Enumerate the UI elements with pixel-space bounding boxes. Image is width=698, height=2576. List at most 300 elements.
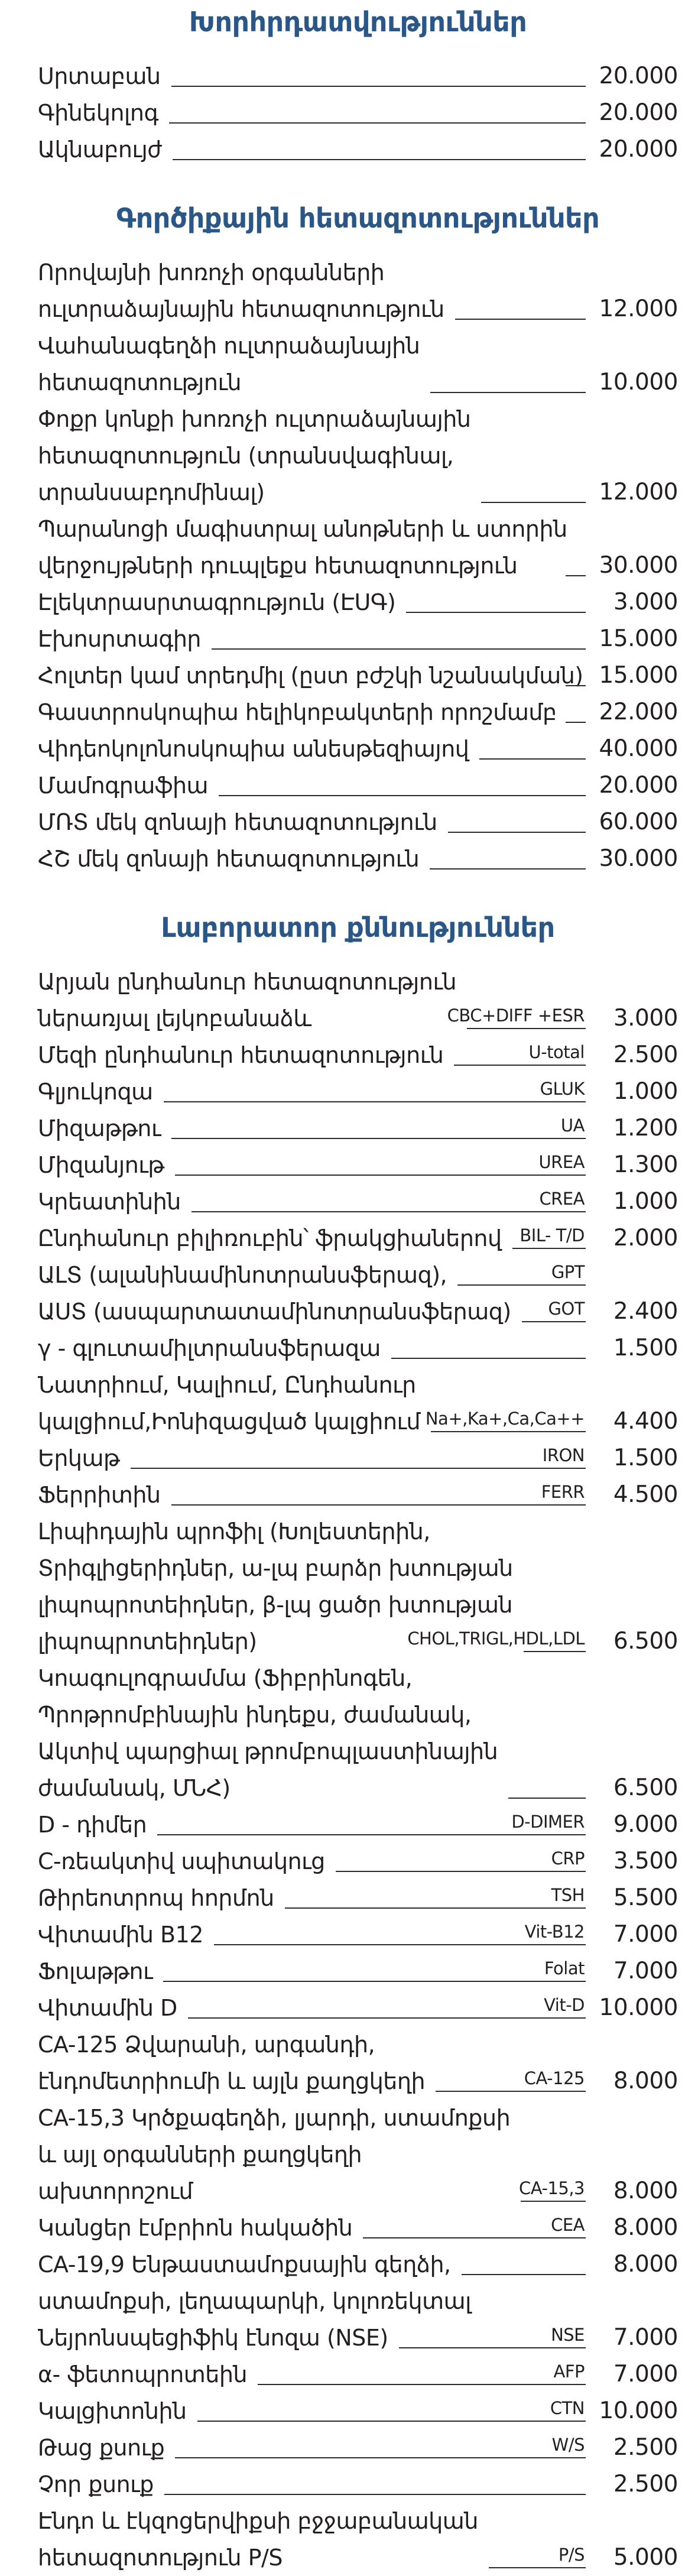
price-value: 7.000 [613, 2324, 678, 2351]
price-value: 3.000 [613, 1005, 678, 1031]
test-code-label: CEA [551, 2215, 585, 2235]
item-label [38, 584, 395, 621]
price-value: 22.000 [599, 699, 678, 725]
price-row [38, 1843, 678, 1880]
leader-line [169, 116, 586, 124]
price-value: 3.000 [613, 589, 678, 615]
item-label-line: α- ֆետոպրոտեին [38, 2361, 248, 2387]
price-row [38, 2429, 678, 2466]
test-code-label: CA-125 [524, 2068, 585, 2088]
test-code-label: CHOL,TRIGL,HDL,LDL [407, 1628, 585, 1649]
leader-line [566, 716, 586, 723]
item-label-line: Երկաթ [38, 1445, 120, 1471]
item-label [38, 1440, 120, 1477]
item-label-line: Ակտիվ պարցիալ թրոմբոպլաստինային [38, 1738, 498, 1764]
item-label [38, 401, 470, 511]
leader-line [157, 1812, 586, 1835]
test-code-label: Vit-D [544, 1995, 585, 2015]
price-list-item [38, 621, 678, 657]
price-row [38, 1220, 678, 1257]
price-value: 3.500 [613, 1848, 678, 1874]
price-value: 2.400 [613, 1298, 678, 1325]
item-label-line: Վիդեոկոլոնոսկոպիա անեսթեզիայով [38, 736, 469, 762]
item-label-line: ժամանակ, ՄՆՀ) [38, 1775, 230, 1801]
test-code-label: NSE [551, 2325, 585, 2345]
item-label [38, 804, 437, 841]
item-label [38, 58, 161, 95]
leader-line [489, 2545, 586, 2568]
price-row [38, 2466, 678, 2503]
price-value: 9.000 [613, 1811, 678, 1838]
item-label [38, 1806, 147, 1843]
item-label-line: տրանսաբդոմինալ) [38, 479, 265, 505]
item-label-line: և այլ օրգանների քաղցկեղի [38, 2142, 362, 2168]
item-label-line: Միզանյութ [38, 1152, 164, 1178]
price-row [38, 1880, 678, 1916]
leader-line [512, 1225, 586, 1249]
item-label-line: Գինեկոլոգ [38, 100, 158, 126]
price-row [38, 1440, 678, 1477]
leader-line [214, 1922, 586, 1945]
item-label-line: Էլեկտրասրտագրություն (ԷՍԳ) [38, 589, 396, 615]
item-label-line: Ֆերրիտին [38, 1482, 161, 1508]
price-value: 20.000 [599, 136, 678, 163]
leader-line [479, 752, 586, 760]
item-label-line: ուլտրաձայնային հետազոտություն [38, 296, 444, 322]
price-value: 20.000 [599, 99, 678, 126]
leader-line [508, 1792, 586, 1799]
test-code-label: GPT [551, 1262, 585, 1282]
test-code-label: P/S [558, 2545, 585, 2565]
price-row [38, 694, 678, 731]
leader-line [566, 569, 586, 576]
price-row [38, 1110, 678, 1147]
leader-line [131, 1445, 586, 1469]
item-label-line: Որովայնի խոռոչի օրգանների [38, 259, 385, 285]
price-row [38, 1073, 678, 1110]
leader-line [164, 1079, 586, 1102]
test-code-label: CTN [550, 2398, 585, 2418]
price-list-item [38, 731, 678, 767]
price-list-item [38, 1440, 678, 1477]
item-label-line: Մամոգրաֆիա [38, 773, 209, 799]
price-list-item [38, 584, 678, 621]
item-label-line: էնդոմետրիումի և այլն քաղցկեղի [38, 2068, 426, 2094]
test-code-label: AFP [553, 2361, 585, 2382]
item-label-line: Արյան ընդհանուր հետազոտություն [38, 969, 457, 995]
price-value: 5.000 [613, 2544, 678, 2571]
price-list-item [38, 1843, 678, 1880]
item-label-line: ներառյալ լեյկոբանաձև [38, 1005, 311, 1031]
price-value: 2.500 [613, 2434, 678, 2461]
price-list-item [38, 2246, 678, 2319]
leader-line [457, 1262, 586, 1286]
item-label [38, 2026, 425, 2100]
price-value: 12.000 [599, 479, 678, 505]
price-value: 1.300 [613, 1151, 678, 1178]
price-row [38, 1257, 678, 1293]
item-label [38, 731, 469, 767]
item-label-line: Վահանագեղձի ուլտրաձայնային [38, 333, 420, 359]
item-label [38, 1183, 181, 1220]
price-list-item [38, 95, 678, 131]
item-label [38, 1073, 153, 1110]
price-row [38, 1147, 678, 1183]
price-value: 10.000 [599, 2397, 678, 2424]
test-code-label: W/S [551, 2435, 585, 2455]
price-list-item [38, 657, 678, 694]
price-row [38, 1916, 678, 1953]
leader-line [391, 1352, 586, 1359]
item-label-line: վերջույթների դուպլեքս հետազոտություն [38, 553, 518, 579]
price-value: 10.000 [599, 1994, 678, 2021]
item-label [38, 2503, 478, 2576]
item-label-line: CA-15,3 Կրծքագեղձի, լյարդի, ստամոքսի [38, 2105, 511, 2131]
item-label [38, 95, 158, 131]
leader-line [164, 2488, 586, 2495]
price-value: 6.500 [613, 1628, 678, 1654]
item-label [38, 2393, 187, 2429]
test-code-label: BIL- T/D [520, 1225, 585, 1245]
leader-line [197, 2398, 586, 2422]
test-code-label: TSH [551, 1885, 585, 1905]
item-label-line: Ընդհանուր բիլիռուբին՝ ֆրակցիաներով [38, 1225, 502, 1251]
item-label-line: Կանցեր էմբրիոն հակածին [38, 2215, 353, 2241]
item-label [38, 511, 567, 584]
price-value: 8.000 [613, 2214, 678, 2241]
price-list-item [38, 2319, 678, 2356]
leader-line [171, 1115, 586, 1139]
item-label [38, 2356, 247, 2393]
price-value: 6.500 [613, 1774, 678, 1801]
price-list-item [38, 1916, 678, 1953]
item-label [38, 1367, 420, 1440]
section-title: Խորհրդատվություններ [189, 6, 527, 38]
item-label [38, 621, 201, 657]
leader-line [212, 643, 586, 650]
item-label [38, 131, 162, 168]
price-list-item [38, 1147, 678, 1183]
price-row [38, 511, 678, 584]
test-code-label: Folat [544, 1958, 585, 1978]
item-label-line: Վիտամին B12 [38, 1922, 203, 1948]
leader-line [455, 313, 586, 320]
price-value: 1.000 [613, 1188, 678, 1215]
price-row [38, 2393, 678, 2429]
test-code-label: IRON [542, 1445, 585, 1465]
price-list-item [38, 2429, 678, 2466]
price-list-item [38, 1037, 678, 1073]
leader-line [175, 1152, 586, 1176]
leader-line [173, 153, 586, 160]
item-label [38, 1916, 203, 1953]
price-row [38, 1183, 678, 1220]
price-row [38, 2026, 678, 2100]
leader-line [188, 1995, 586, 2019]
price-value: 1.500 [613, 1335, 678, 1361]
item-label [38, 327, 420, 401]
price-row [38, 1037, 678, 1073]
price-value: 10.000 [599, 369, 678, 395]
price-value: 8.000 [613, 2178, 678, 2204]
price-row [38, 1990, 678, 2026]
item-label-line: ԱԼՏ (ալանինամինոտրանսֆերազ), [38, 1262, 447, 1288]
leader-line [566, 679, 586, 686]
price-list-item [38, 401, 678, 511]
leader-line [462, 2268, 586, 2275]
leader-line [448, 826, 586, 833]
item-label-line: Պարանոցի մագիստրալ անոթների և ստորին [38, 516, 567, 542]
section-title: Լաբորատոր քննություններ [161, 911, 555, 943]
price-list-item [38, 1073, 678, 1110]
item-label-line: Էնդո և էկզոցերվիքսի բջջաբանական [38, 2508, 478, 2534]
item-label-line: Նատրիում, Կալիում, Ընդհանուր [38, 1372, 416, 1398]
price-value: 4.500 [613, 1481, 678, 1508]
item-label-line: Կոագուլոգրամմա (Ֆիբրինոգեն, [38, 1665, 413, 1691]
item-label [38, 767, 208, 804]
item-label [38, 254, 444, 327]
leader-line [171, 1482, 586, 1506]
price-list-item [38, 1330, 678, 1367]
test-code-label: CREA [539, 1189, 585, 1209]
item-label [38, 1147, 164, 1183]
item-label [38, 1953, 152, 1990]
price-value: 7.000 [613, 1921, 678, 1948]
price-row [38, 2356, 678, 2393]
price-list-item [38, 2503, 678, 2576]
item-label-line: ՀՇ մեկ զոնայի հետազոտություն [38, 846, 420, 872]
price-value: 8.000 [613, 2068, 678, 2094]
price-value: 2.000 [613, 1225, 678, 1251]
item-label-line: Միզաթթու [38, 1115, 161, 1141]
price-value: 1.500 [613, 1445, 678, 1471]
item-label-line: Թիրեոտրոպ հորմոն [38, 1885, 274, 1911]
item-label [38, 657, 583, 694]
price-list-item [38, 131, 678, 168]
item-label-line: հետազոտություն (տրանսվագինալ, [38, 443, 454, 469]
price-row [38, 841, 678, 877]
price-list-item [38, 804, 678, 841]
price-row [38, 327, 678, 401]
leader-line [219, 789, 586, 796]
leader-line [447, 1005, 586, 1029]
leader-line [425, 1409, 586, 1432]
price-row [38, 1513, 678, 1660]
item-label-line: ՄՌՏ մեկ զոնայի հետազոտություն [38, 809, 437, 835]
test-code-label: GLUK [540, 1079, 585, 1099]
item-label [38, 2246, 451, 2283]
price-list-item [38, 254, 678, 327]
leader-line [191, 1189, 586, 1212]
price-list-item [38, 1293, 678, 1330]
item-label [38, 2210, 352, 2246]
item-label [38, 2429, 164, 2466]
item-label-line: CA-125 Ձվարանի, արգանդի, [38, 2032, 375, 2058]
price-value: 1.200 [613, 1115, 678, 1141]
section-title: Գործիքային հետազոտություններ [116, 202, 600, 234]
price-row [38, 1953, 678, 1990]
price-list-item [38, 1880, 678, 1916]
price-section [38, 202, 678, 877]
test-code-label: CRP [551, 1848, 585, 1868]
leader-line [454, 1042, 586, 1066]
price-row [38, 2319, 678, 2356]
price-value: 20.000 [599, 772, 678, 799]
item-label [38, 1330, 381, 1367]
price-list-item [38, 2026, 678, 2100]
price-list-item [38, 1513, 678, 1660]
price-list-item [38, 2210, 678, 2246]
price-value: 1.000 [613, 1078, 678, 1105]
price-list-item [38, 1110, 678, 1147]
item-label [38, 1990, 177, 2026]
item-label [38, 1477, 161, 1513]
price-row [38, 2503, 678, 2576]
item-label-line: CA-19,9 Ենթաստամոքսային գեղձի, [38, 2251, 451, 2277]
price-row [38, 58, 678, 95]
price-row [38, 1330, 678, 1367]
item-label [38, 1880, 274, 1916]
item-label-line: Գաստրոսկոպիա հելիկոբակտերի որոշմամբ [38, 699, 557, 725]
test-code-label: CA-15,3 [519, 2178, 585, 2198]
item-label-line: C-ռեակտիվ սպիտակուց [38, 1848, 325, 1874]
item-label-line: հետազոտություն [38, 369, 242, 395]
leader-line [363, 2215, 586, 2238]
item-label [38, 694, 555, 731]
item-label-line: Փոքր կոնքի խոռոչի ուլտրաձայնային [38, 406, 471, 432]
item-label-line: Չոր քսուք [38, 2471, 154, 2497]
leader-line [519, 2178, 586, 2202]
item-label-line: ախտորոշում [38, 2178, 193, 2204]
item-label-line: Ֆոլաթթու [38, 1958, 153, 1984]
item-label-line: Լիպիդային պրոֆիլ (Խոլեստերին, [38, 1519, 430, 1545]
item-label [38, 1293, 511, 1330]
leader-line [407, 1628, 586, 1652]
price-row [38, 963, 678, 1037]
leader-line [406, 606, 586, 613]
item-label-line: Նեյրոնսպեցիֆիկ էնոզա (NSE) [38, 2325, 388, 2351]
price-value: 5.500 [613, 1884, 678, 1911]
item-label [38, 1110, 161, 1147]
price-value: 15.000 [599, 625, 678, 652]
leader-line [285, 1885, 586, 1909]
price-value: 40.000 [599, 735, 678, 762]
leader-line [430, 862, 586, 870]
price-list-item [38, 2466, 678, 2503]
price-row [38, 2100, 678, 2210]
item-label-line: Էխոսրտագիր [38, 626, 201, 652]
leader-line [522, 1299, 586, 1322]
price-value: 20.000 [599, 63, 678, 89]
price-value: 2.500 [613, 2471, 678, 2497]
test-code-label: FERR [541, 1482, 585, 1502]
price-list-item [38, 694, 678, 731]
test-code-label: U-total [528, 1042, 585, 1062]
item-label-line: լիպոպրոտեիդներ) [38, 1628, 257, 1654]
price-row [38, 1293, 678, 1330]
item-label [38, 1037, 443, 1073]
item-label-line: Կրեատինին [38, 1189, 181, 1215]
item-label-line: Պրոթրոմբինային ինդեքս, ժամանակ, [38, 1702, 472, 1728]
item-label-line: Վիտամին D [38, 1995, 177, 2021]
leader-line [481, 496, 586, 503]
price-value: 2.500 [613, 1042, 678, 1068]
item-label [38, 1660, 498, 1806]
item-label-line: ԱՍՏ (ասպարտատամինոտրանսֆերազ) [38, 1299, 511, 1325]
item-label-line: D - դիմեր [38, 1812, 147, 1838]
item-label-line: կալցիում,Իոնիզացված կալցիում [38, 1409, 421, 1435]
price-value: 12.000 [599, 296, 678, 322]
price-list-item [38, 1806, 678, 1843]
price-value: 30.000 [599, 552, 678, 579]
item-label [38, 1257, 447, 1293]
price-list-item [38, 1183, 678, 1220]
price-value: 60.000 [599, 809, 678, 835]
item-label [38, 2100, 510, 2210]
item-label-line: Տրիգլիցերիդներ, ա-լպ բարձր խտության [38, 1555, 513, 1581]
price-value: 4.400 [613, 1408, 678, 1435]
price-row [38, 1477, 678, 1513]
price-row [38, 2246, 678, 2283]
price-row [38, 621, 678, 657]
price-list-item [38, 2393, 678, 2429]
price-row [38, 1660, 678, 1806]
price-list-item [38, 1257, 678, 1293]
price-row [38, 131, 678, 168]
price-list-item [38, 1953, 678, 1990]
item-label [38, 2319, 388, 2356]
item-label-line: γ - գլուտամիլտրանսֆերազա [38, 1335, 381, 1361]
price-list-item [38, 1220, 678, 1257]
price-list-item [38, 327, 678, 401]
item-label [38, 1220, 502, 1257]
test-code-label: Vit-B12 [524, 1922, 585, 1942]
price-list-item [38, 963, 678, 1037]
leader-line [336, 1848, 586, 1872]
price-row [38, 254, 678, 327]
price-section [38, 911, 678, 2576]
item-label-line: ստամոքսի, լեղապարկի, կոլոռեկտալ [38, 2288, 471, 2314]
price-list-item [38, 2356, 678, 2393]
test-code-label: UREA [538, 1152, 585, 1172]
item-label-line: Մեզի ընդհանուր հետազոտություն [38, 1042, 444, 1068]
price-list-item [38, 1990, 678, 2026]
leader-line [171, 80, 586, 87]
price-value: 7.000 [613, 2361, 678, 2387]
price-value: 8.000 [613, 2251, 678, 2277]
price-section [38, 6, 678, 168]
item-label [38, 2466, 154, 2503]
price-list-item [38, 511, 678, 584]
price-row [38, 1806, 678, 1843]
item-label-line: Կալցիտոնին [38, 2398, 187, 2424]
item-label-line: Գլյուկոզա [38, 1079, 153, 1105]
item-label-line: լիպոպրոտեիդներ, β-լպ ցածր խտության [38, 1592, 513, 1618]
test-code-label: GOT [548, 1299, 585, 1319]
price-value: 15.000 [599, 662, 678, 689]
price-list-item [38, 767, 678, 804]
price-row [38, 584, 678, 621]
item-label-line: Սրտաբան [38, 63, 161, 89]
price-row [38, 1367, 678, 1440]
leader-line [399, 2325, 586, 2348]
price-value: 30.000 [599, 845, 678, 872]
item-label [38, 1843, 325, 1880]
price-list-item [38, 1367, 678, 1440]
item-label-line: Ակնաբույժ [38, 137, 162, 163]
price-row [38, 657, 678, 694]
price-list-item [38, 58, 678, 95]
